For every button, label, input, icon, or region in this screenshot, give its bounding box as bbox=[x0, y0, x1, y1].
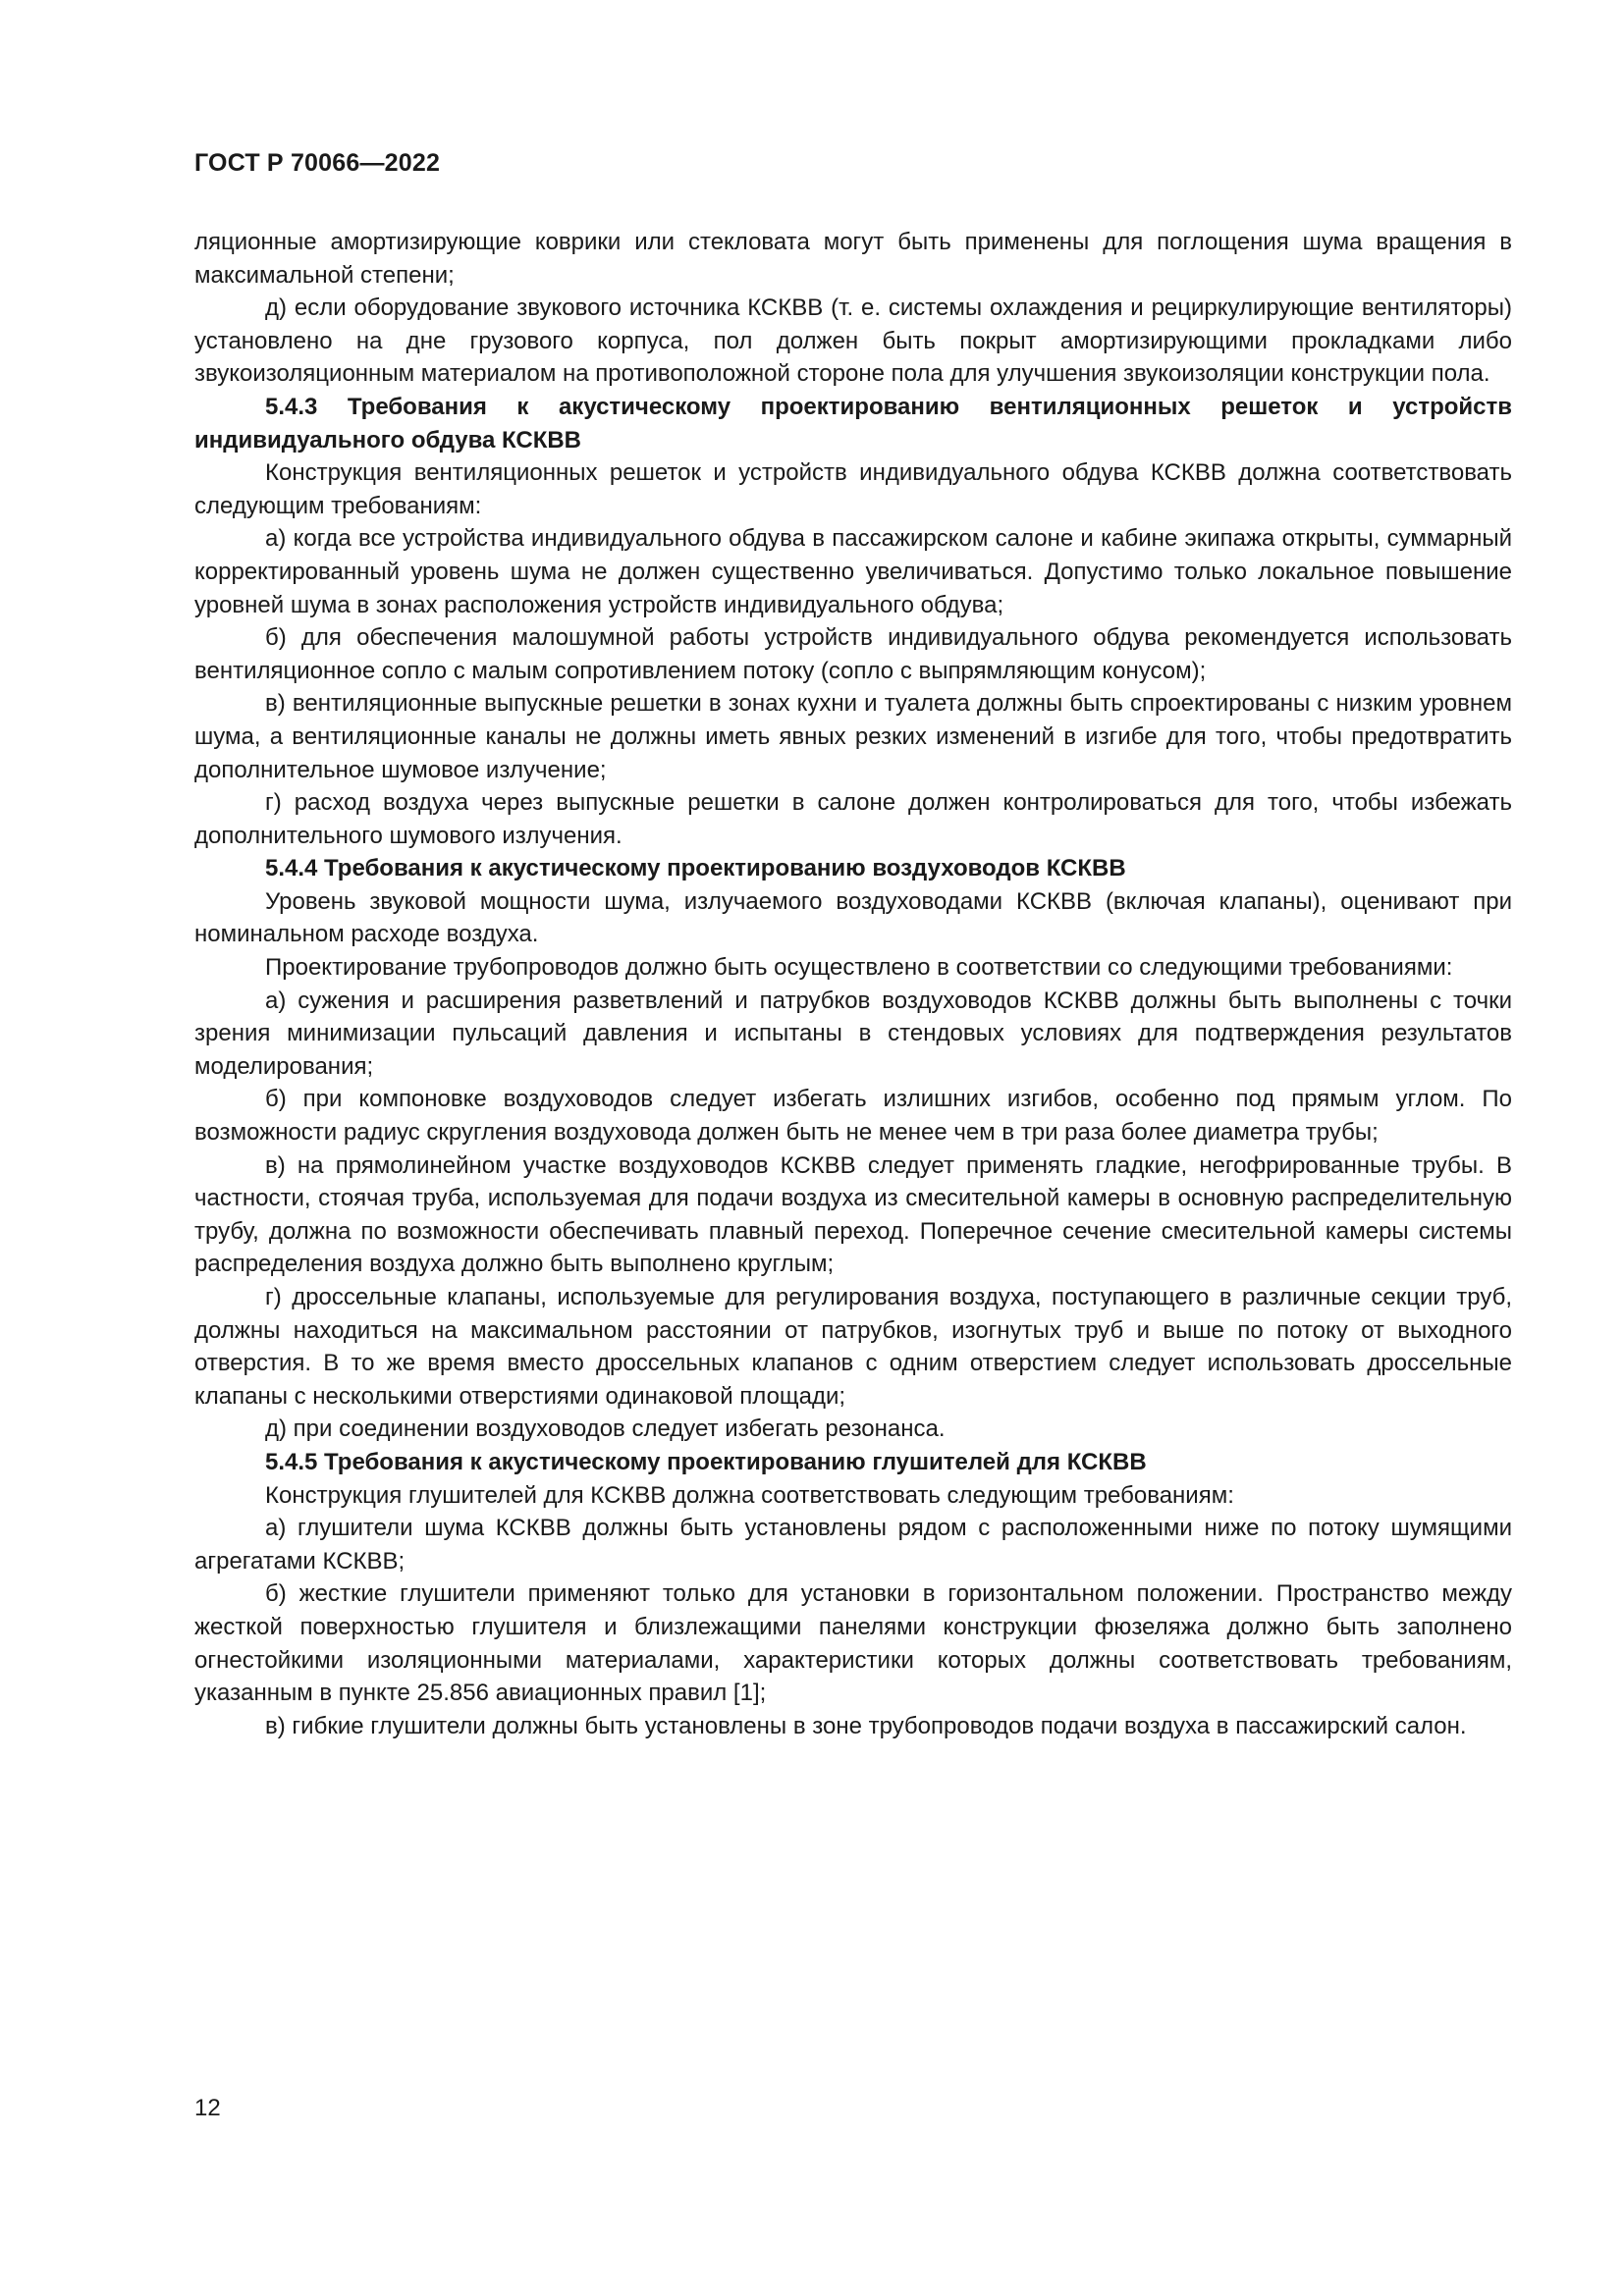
document-header: ГОСТ Р 70066—2022 bbox=[194, 149, 441, 177]
list-item-a: а) сужения и расширения разветвлений и патрубков воздуховодов КСКВВ должны быть выполнены с точки зрения минимизации пульсаций давления и испытаны в стендовых условиях для подтверждения результатов моделирования; bbox=[194, 987, 1512, 1080]
list-item-v: в) на прямолинейном участке воздуховодов КСКВВ следует применять гладкие, негофрированные трубы. В частности, стоячая труба, используемая для подачи воздуха из смесительной камеры в основную распределительную трубу, должна по возможности обеспечивать плавный переход. Поперечное сечение смесительной камеры системы распределения воздуха должно быть выполнено круглым; bbox=[194, 1151, 1512, 1278]
document-body bbox=[194, 226, 1512, 1742]
list-item-a: а) глушители шума КСКВВ должны быть установлены рядом с расположенными ниже по потоку шумящими агрегатами КСКВВ; bbox=[194, 1515, 1512, 1575]
list-item-g: г) расход воздуха через выпускные решетки в салоне должен контролироваться для того, чтобы избежать дополнительного шумового излучения. bbox=[194, 789, 1512, 849]
paragraph: Конструкция вентиляционных решеток и устройств индивидуального обдува КСКВВ должна соответствовать следующим требованиям: bbox=[194, 459, 1512, 519]
list-item-b: б) для обеспечения малошумной работы устройств индивидуального обдува рекомендуется использовать вентиляционное сопло с малым сопротивлением потоку (сопло с выпрямляющим конусом); bbox=[194, 624, 1512, 684]
page-number: 12 bbox=[194, 2095, 221, 2121]
list-item-g: г) дроссельные клапаны, используемые для регулирования воздуха, поступающего в различные секции труб, должны находиться на максимальном расстоянии от патрубков, изогнутых труб и выше по потоку от выходного отверстия. В то же время вместо дроссельных клапанов с одним отверстием следует использовать дроссельные клапаны с несколькими отверстиями одинаковой площади; bbox=[194, 1284, 1512, 1410]
section-heading-5-4-4: 5.4.4 Требования к акустическому проектированию воздуховодов КСКВВ bbox=[265, 855, 1126, 882]
list-item-v: в) вентиляционные выпускные решетки в зонах кухни и туалета должны быть спроектированы с низким уровнем шума, а вентиляционные каналы не должны иметь явных резких изменений в изгибе для того, чтобы предотвратить дополнительное шумовое излучение; bbox=[194, 690, 1512, 783]
section-heading-5-4-3: 5.4.3 Требования к акустическому проектированию вентиляционных решеток и устройств индивидуального обдува КСКВВ bbox=[194, 393, 1512, 454]
list-item-b: б) жесткие глушители применяют только для установки в горизонтальном положении. Пространство между жесткой поверхностью глушителя и близлежащими панелями конструкции фюзеляжа должно быть заполнено огнестойкими изоляционными материалами, характеристики которых должны соответствовать требованиям, указанным в пункте 25.856 авиационных правил [1]; bbox=[194, 1580, 1512, 1707]
list-item-a: а) когда все устройства индивидуального обдува в пассажирском салоне и кабине экипажа открыты, суммарный корректированный уровень шума не должен существенно увеличиваться. Допустимо только локальное повышение уровней шума в зонах расположения устройств индивидуального обдува; bbox=[194, 525, 1512, 618]
list-item-d: д) если оборудование звукового источника КСКВВ (т. е. системы охлаждения и рециркулирующие вентиляторы) установлено на дне грузового корпуса, пол должен быть покрыт амортизирующими прокладками либо звукоизоляционным материалом на противоположной стороне пола для улучшения звукоизоляции конструкции пола. bbox=[194, 294, 1512, 388]
section-heading-5-4-5: 5.4.5 Требования к акустическому проектированию глушителей для КСКВВ bbox=[265, 1448, 1147, 1475]
paragraph-continuation: ляционные амортизирующие коврики или стекловата могут быть применены для поглощения шума вращения в максимальной степени; bbox=[194, 229, 1512, 289]
list-item-d: д) при соединении воздуховодов следует избегать резонанса. bbox=[265, 1415, 946, 1443]
list-item-v: в) гибкие глушители должны быть установлены в зоне трубопроводов подачи воздуха в пассажирский салон. bbox=[265, 1712, 1467, 1739]
paragraph: Уровень звуковой мощности шума, излучаемого воздуховодами КСКВВ (включая клапаны), оценивают при номинальном расходе воздуха. bbox=[194, 887, 1512, 948]
list-item-b: б) при компоновке воздуховодов следует избегать излишних изгибов, особенно под прямым углом. По возможности радиус скругления воздуховода должен быть не менее чем в три раза более диаметра трубы; bbox=[194, 1086, 1512, 1147]
paragraph: Проектирование трубопроводов должно быть осуществлено в соответствии со следующими требованиями: bbox=[265, 954, 1453, 982]
paragraph: Конструкция глушителей для КСКВВ должна соответствовать следующим требованиям: bbox=[265, 1481, 1234, 1509]
